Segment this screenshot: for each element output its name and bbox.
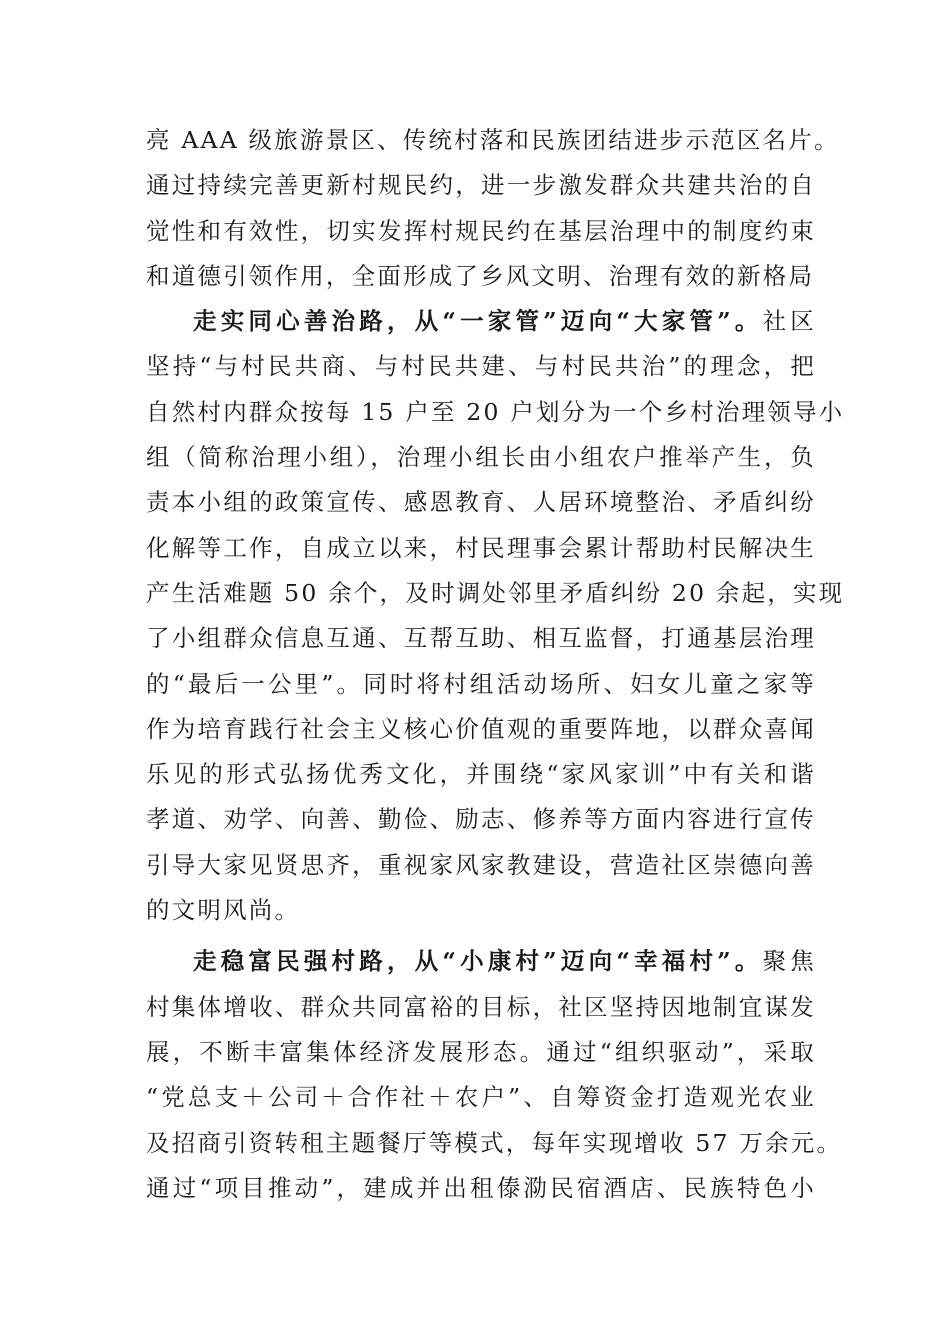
paragraph-line: 化解等工作，自成立以来，村民理事会累计帮助村民解决生 [146,533,816,562]
paragraph-line: 及招商引资转租主题餐厅等模式，每年实现增收 57 万余元。 [146,1128,843,1157]
paragraph-line: 通过“项目推动”，建成并出租傣泐民宿酒店、民族特色小 [146,1173,816,1202]
paragraph-line: 引导大家见贤思齐，重视家风家教建设，营造社区崇德向善 [146,850,816,879]
paragraph-line: 村集体增收、群众共同富裕的目标，社区坚持因地制宜谋发 [146,992,816,1021]
paragraph-line: “党总支＋公司＋合作社＋农户”、自筹资金打造观光农业 [146,1083,816,1112]
paragraph-text: 社区 [762,307,816,336]
paragraph-line: 产生活难题 50 余个，及时调处邻里矛盾纠纷 20 余起，实现 [146,578,845,607]
paragraph-line: 和道德引领作用，全面形成了乡风文明、治理有效的新格局 [146,261,815,290]
paragraph-line: 了小组群众信息互通、互帮互助、相互监督，打通基层治理 [146,624,816,653]
paragraph-line: 孝道、劝学、向善、勤俭、励志、修养等方面内容进行宣传 [146,805,816,834]
section-heading: 走稳富民强村路，从“小康村”迈向“幸福村”。 [193,947,763,976]
paragraph-first-line [146,939,816,984]
paragraph-line: 作为培育践行社会主义核心价值观的重要阵地，以群众喜闻 [146,714,816,743]
paragraph-line: 的文明风尚。 [146,896,301,925]
paragraph-line: 坚持“与村民共商、与村民共建、与村民共治”的理念，把 [146,352,816,381]
paragraph-first-line [146,299,816,344]
paragraph-line: 展，不断丰富集体经济发展形态。通过“组织驱动”，采取 [146,1037,816,1066]
paragraph-line: 乐见的形式弘扬优秀文化，并围绕“家风家训”中有关和谐 [146,760,816,789]
paragraph-line: 自然村内群众按每 15 户至 20 户划分为一个乡村治理领导小 [146,397,845,426]
paragraph-line: 通过持续完善更新村规民约，进一步激发群众共建共治的自 [146,171,816,200]
paragraph-2 [146,299,845,933]
paragraph-text: 聚焦 [762,947,816,976]
paragraph-1 [146,118,840,299]
paragraph-line: 亮 AAA 级旅游景区、传统村落和民族团结进步示范区名片。 [146,126,840,154]
paragraph-line: 觉性和有效性，切实发挥村规民约在基层治理中的制度约束 [146,216,816,245]
paragraph-line: 的“最后一公里”。同时将村组活动场所、妇女儿童之家等 [146,669,816,698]
paragraph-line: 组（简称治理小组），治理小组长由小组农户推举产生，负 [146,443,816,472]
paragraph-3 [146,939,843,1211]
section-heading: 走实同心善治路，从“一家管”迈向“大家管”。 [193,307,763,336]
document-body [146,118,845,1211]
paragraph-line: 责本小组的政策宣传、感恩教育、人居环境整治、矛盾纠纷 [146,488,816,517]
